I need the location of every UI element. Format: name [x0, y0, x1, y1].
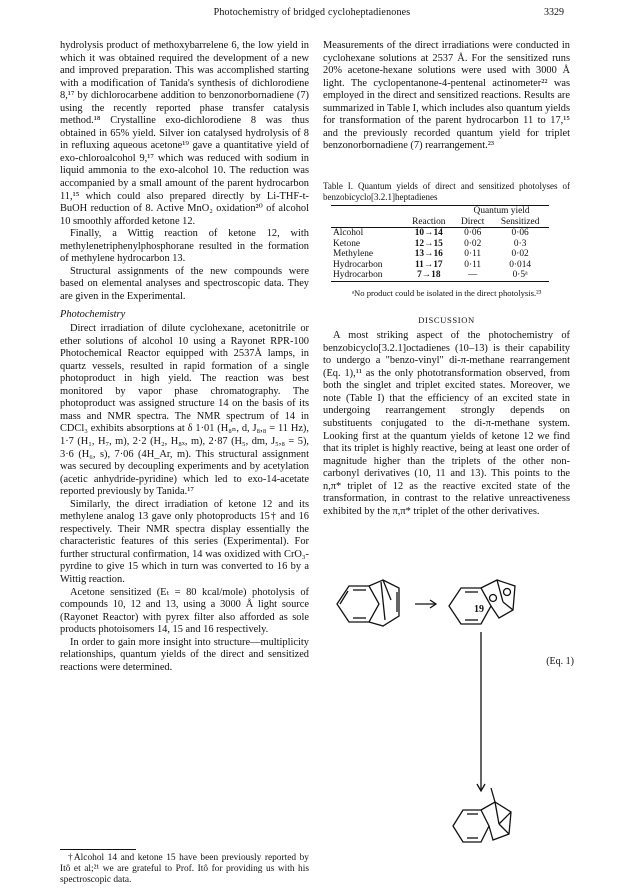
paragraph: Direct irradiation of dilute cyclohexane, acetonitrile or ether solutions of alcohol 10 using a Rayonet RPR-100 Photochemical Reactor equipped with 2537Å lamps, in quartz vessels, resulted in rapid formation of a single photoproduct in high yield. The reaction was best monitored by vapor phase chromatography. The photoproduct was assigned structure 14 on the basis of its mass and NMR spectra. The NMR spectrum of 14 in CDCl₃ exhibits absorptions at δ 1·01 (H₈ₙ, d, J₈,₈ = 11 Hz), 1·7 (H₁, H₇, m), 2·2 (H₂, H₈ₓ, m), 2·87 (H₅, dm, J₅,₈ = 5), 3·6 (H₆, s), 7·06 (4H_Ar, m). This structural assignment was secured by decoupling experiments and by acetylation (acetic anhydride-pyridine) which led to exo-14-acetate reported previously by Tanida.¹⁷: [60, 323, 309, 498]
table-row: [331, 239, 549, 250]
table-cell: 0·5ᵃ: [512, 270, 528, 281]
table-row: [331, 270, 549, 281]
paragraph: Measurements of the direct irradiations were conducted in cyclohexane solutions at 2537 Å. For the sensitized runs 20% acetone-hexane solutions were used with 3000 Å light. The cyclopentanone-4-pentenal actinometer²² was employed in the direct and sensitized reactions. Results are summarized in Table I, which includes also quantum yields for transformation of the parent hydrocarbon 11 to 17,¹⁵ and the previously recorded quantum yield for triplet benzonorbornadiene (7) rearrangement.²³: [323, 40, 570, 152]
footnote-rule: [60, 849, 136, 850]
product-structure: [453, 788, 511, 842]
table-header: Sensitized: [500, 216, 540, 227]
table-cell: 0·014: [509, 259, 532, 270]
paragraph: hydrolysis product of methoxybarrelene 6, the low yield in which it was obtained required the development of a new and improved preparation. This was accomplished starting with a modification of Tanida's synthesis of dichlorodiene 8,¹⁷ by dichlorocarbene addition to benzonorbornadiene (7) using the recently reported phase transfer catalysis method.¹⁸ Crystalline exo-dichlorodiene 8 was thus obtained in 65% yield. Silver ion catalysed hydrolysis of 8 in refluxing aqueous acetone¹⁹ gave a quantitative yield of exo-chloroalcohol 9,¹⁷ which was reduced with sodium in liquid ammonia to the exo-alcohol 10. The reduction was accompanied by a small amount of the parent hydrocarbon 11,¹⁵ which could also prepared directly by Li-THF-t-BuOH reduction of 8. Active MnO₂ oxidation²⁰ of alcohol 10 smoothly afforded ketone 12.: [60, 40, 309, 227]
table-cell: 0·06: [511, 228, 529, 239]
table-footnote: ᵃNo product could be isolated in the direct photolysis.²³: [351, 288, 542, 299]
table-cell: Methylene: [333, 249, 374, 260]
table-cell: Hydrocarbon: [333, 259, 383, 270]
reactant-structure: [337, 580, 399, 626]
table-row: [331, 249, 549, 260]
page-number: 3329: [544, 7, 564, 18]
running-header: [60, 7, 564, 21]
table-header: Direct: [460, 216, 485, 227]
table-row: [331, 260, 549, 271]
table-cell: 0·11: [464, 249, 482, 260]
table-header: Reaction: [412, 216, 446, 227]
left-column: [60, 40, 309, 674]
table-cell: 0·02: [511, 249, 529, 260]
quantum-yield-table: [331, 205, 549, 282]
table-cell: Hydrocarbon: [333, 270, 383, 281]
compound-label: 19: [474, 604, 484, 615]
table-cell: 0·02: [464, 238, 482, 249]
table-cell: 10→14: [414, 228, 443, 239]
table-row: [331, 228, 549, 239]
paragraph: A most striking aspect of the photochemistry of benzobicyclo[3.2.1]octadienes (10–13) is their capability to undergo a "benzo-vinyl" di-π-methane rearrangement (Eq. 1),¹¹ as the only phototransformation observed, from both the singlet and triplet excited states. Moreover, we note (Table I) that the efficiency of an excited state in undergoing rearrangement strongly depends on substituents conjugated to the di-π-methane system. Looking first at the quantum yields of ketone 12 we find that its triplet is highly reactive, being at least one order of magnitude higher than the triplets of the other non-carbonyl derivatives (10, 11 and 13). This points to the n,π* triplet of 12 as the reactive excited state of the transformation, in contrast to the relative unreactiveness exhibited by the π,π* triplet of the other derivatives.: [323, 330, 570, 517]
table-cell: 13→16: [414, 249, 443, 260]
table-cell: 0·3: [513, 238, 527, 249]
table-cell: Ketone: [333, 238, 361, 249]
table-cell: Alcohol: [333, 228, 364, 239]
footnote-text: †Alcohol 14 and ketone 15 have been previously reported by Itô et al;²¹ we are grateful to Prof. Itô for providing us with his spectroscopic data.: [60, 853, 309, 885]
table-group-header: Quantum yield: [473, 205, 530, 216]
section-heading: Photochemistry: [60, 309, 126, 321]
paragraph: Similarly, the direct irradiation of ketone 12 and its methylene analog 13 gave only photoproducts 15† and 16 respectively. Their NMR spectra display essentially the characteristic features of this series (Experimental). For further structural confirmation, 14 was oxidized with CrO₃-pyrdine to give 15 which in turn was converted to 16 by a Wittig reaction.: [60, 498, 309, 585]
table-cell: 12→15: [414, 238, 443, 249]
table-cell: 0·06: [464, 228, 482, 239]
right-column: [323, 40, 570, 518]
intermediate-structure: [449, 580, 515, 624]
table-cell: 7→18: [417, 270, 441, 281]
table-cell: —: [468, 270, 478, 281]
table-cell: 0·11: [464, 259, 482, 270]
running-title: Photochemistry of bridged cycloheptadienones: [213, 7, 411, 18]
table-caption: Table I. Quantum yields of direct and sensitized photolyses of benzobicyclo[3.2.1]heptadienes: [323, 180, 570, 202]
footnote: [60, 853, 309, 885]
table-cell: 11→17: [414, 259, 443, 270]
equation-label: (Eq. 1): [546, 656, 574, 667]
equation-scheme: [323, 520, 573, 860]
paragraph: Finally, a Wittig reaction of ketone 12, with methylenetriphenylphosphorane resulted in the formation of methylene hydrocarbon 13.: [60, 228, 309, 265]
paragraph: Acetone sensitized (Eₜ = 80 kcal/mole) photolysis of compounds 10, 12 and 13, using a 3000 Å light source (Rayonet Reactor) with pyrex filter also afforded as sole products photoisomers 14, 15 and 16 respectively.: [60, 586, 309, 636]
paragraph: In order to gain more insight into structure—multiplicity relationships, quantum yields of the direct and sensitized reactions were determined.: [60, 636, 309, 673]
section-heading: DISCUSSION: [418, 314, 475, 325]
paragraph: Structural assignments of the new compounds were based on elemental analyses and spectroscopic data. They are given in the Experimental.: [60, 265, 309, 302]
